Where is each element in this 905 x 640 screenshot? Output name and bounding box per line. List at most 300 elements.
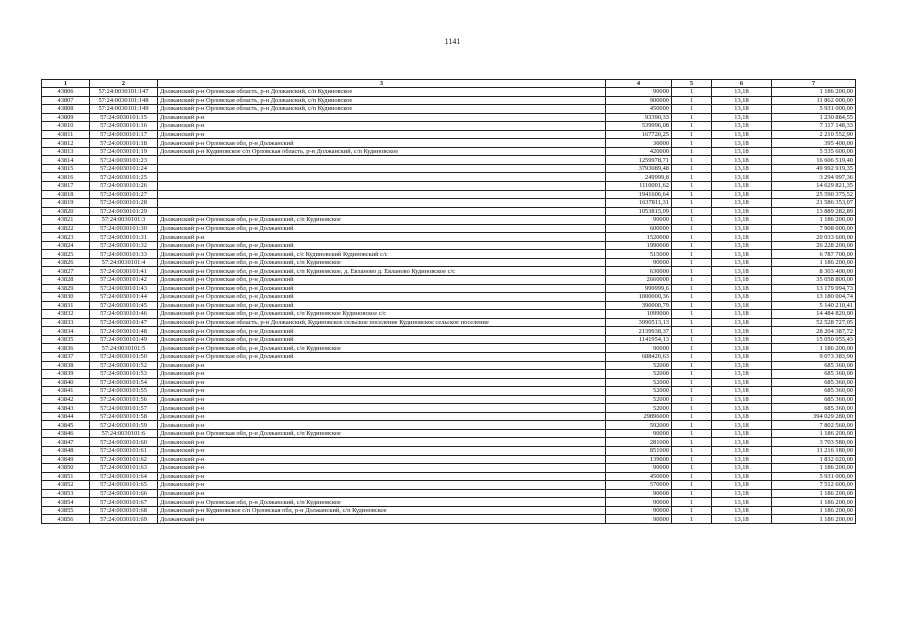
address-cell: Должанский р-н Орловская обл, р-н Должанский (158, 139, 606, 148)
table-row (42, 139, 856, 148)
address-cell: Должанский р-н Орловская обл, р-н Должанский (158, 327, 606, 336)
address-cell: Должанский р-н Орловская область, р-н Должанский, с/п Кудиновское (158, 96, 606, 105)
cadastral-number-cell: 57:24:0030101:47 (90, 318, 158, 327)
row-number-cell: 43846 (42, 429, 90, 438)
cadastral-number-cell: 57:24:0030101:24 (90, 164, 158, 173)
row-number-cell: 43837 (42, 352, 90, 361)
table-row (42, 506, 856, 515)
cadastral-number-cell: 57:24:0030101:3 (90, 216, 158, 225)
area-cell: 90000 (606, 489, 672, 498)
coefficient-cell: 1 (672, 267, 712, 276)
rate-cell: 13,18 (712, 293, 772, 302)
table-row (42, 182, 856, 191)
address-cell: Должанский р-н (158, 130, 606, 139)
coefficient-cell: 1 (672, 233, 712, 242)
table-row (42, 113, 856, 122)
rate-cell: 13,18 (712, 301, 772, 310)
area-cell: 281000 (606, 438, 672, 447)
value-cell: 7 802 560,00 (772, 421, 856, 430)
address-cell: Должанский р-н (158, 481, 606, 490)
table-row (42, 105, 856, 114)
row-number-cell: 43811 (42, 130, 90, 139)
address-cell: Должанский р-н Орловская обл, р-н Должанский, с/п Кудиновское (158, 216, 606, 225)
address-cell: Должанский р-н (158, 395, 606, 404)
address-cell: Должанский р-н Орловская обл, р-н Должанский, с/п Кудиновское, д. Евланово д. Евланово Кудиновское с/с (158, 267, 606, 276)
row-number-cell: 43813 (42, 147, 90, 156)
cadastral-number-cell: 57:24:0030101:42 (90, 276, 158, 285)
cadastral-number-cell: 57:24:0030101:23 (90, 156, 158, 165)
rate-cell: 13,18 (712, 481, 772, 490)
address-cell: Должанский р-н Орловская обл, р-н Должанский (158, 241, 606, 250)
coefficient-cell: 1 (672, 318, 712, 327)
cadastral-number-cell: 57:24:0030101:33 (90, 250, 158, 259)
row-number-cell: 43831 (42, 301, 90, 310)
rate-cell: 13,18 (712, 267, 772, 276)
rate-cell: 13,18 (712, 344, 772, 353)
address-cell: Должанский р-н (158, 515, 606, 524)
table-row (42, 258, 856, 267)
area-cell: 30000 (606, 139, 672, 148)
address-cell (158, 207, 606, 216)
area-cell: 1259978,71 (606, 156, 672, 165)
area-cell: 90000 (606, 498, 672, 507)
cadastral-number-cell: 57:24:0030101:48 (90, 327, 158, 336)
coefficient-cell: 1 (672, 156, 712, 165)
address-cell: Должанский р-н Орловская обл, р-н Должанский (158, 335, 606, 344)
address-cell: Должанский р-н (158, 421, 606, 430)
cadastral-number-cell: 57:24:0030101:59 (90, 421, 158, 430)
rate-cell: 13,18 (712, 156, 772, 165)
value-cell: 13 180 004,74 (772, 293, 856, 302)
area-cell: 1110001,62 (606, 182, 672, 191)
cadastral-number-cell: 57:24:0030101:44 (90, 293, 158, 302)
address-cell: Должанский р-н Кудиновское с/п Орловская область, р-н Должанский, с/п Кудиновское (158, 147, 606, 156)
cadastral-number-cell: 57:24:0030101:31 (90, 233, 158, 242)
cadastral-number-cell: 57:24:0030101:29 (90, 207, 158, 216)
address-cell: Должанский р-н Орловская обл, р-н Должанский, с/п Кудиновское (158, 498, 606, 507)
area-cell: 3990513,13 (606, 318, 672, 327)
cadastral-number-cell: 57:24:0030101:149 (90, 105, 158, 114)
coefficient-cell: 1 (672, 250, 712, 259)
coefficient-cell: 1 (672, 105, 712, 114)
address-cell: Должанский р-н Орловская область, р-н Должанский, с/п Кудиновское (158, 105, 606, 114)
value-cell: 7 117 148,33 (772, 122, 856, 131)
cadastral-number-cell: 57:24:0030101:6 (90, 429, 158, 438)
coefficient-cell: 1 (672, 164, 712, 173)
column-header-2: 2 (90, 80, 158, 88)
area-cell: 90000 (606, 464, 672, 473)
coefficient-cell: 1 (672, 412, 712, 421)
row-number-cell: 43812 (42, 139, 90, 148)
address-cell: Должанский р-н Кудиновское с/п Орловская обл, р-н Должанский, с/п Кудиновское (158, 506, 606, 515)
table-row (42, 429, 856, 438)
value-cell: 1 186 200,00 (772, 258, 856, 267)
value-cell: 2 210 552,90 (772, 130, 856, 139)
rate-cell: 13,18 (712, 164, 772, 173)
rate-cell: 13,18 (712, 216, 772, 225)
area-cell: 90000 (606, 258, 672, 267)
row-number-cell: 43839 (42, 370, 90, 379)
table-row (42, 173, 856, 182)
rate-cell: 13,18 (712, 96, 772, 105)
value-cell: 6 787 700,00 (772, 250, 856, 259)
value-cell: 685 360,00 (772, 387, 856, 396)
row-number-cell: 43822 (42, 224, 90, 233)
area-cell: 93390,33 (606, 113, 672, 122)
row-number-cell: 43807 (42, 96, 90, 105)
area-cell: 1053815,09 (606, 207, 672, 216)
area-cell: 139000 (606, 455, 672, 464)
address-cell: Должанский р-н Орловская обл, р-н Должанский, с/п Кудиновское (158, 344, 606, 353)
row-number-cell: 43829 (42, 284, 90, 293)
address-cell (158, 173, 606, 182)
coefficient-cell: 1 (672, 489, 712, 498)
area-cell: 90000 (606, 515, 672, 524)
rate-cell: 13,18 (712, 421, 772, 430)
table-row (42, 344, 856, 353)
address-cell: Должанский р-н (158, 233, 606, 242)
value-cell: 395 400,00 (772, 139, 856, 148)
table-row (42, 421, 856, 430)
cadastral-number-cell: 57:24:0030101:32 (90, 241, 158, 250)
row-number-cell: 43835 (42, 335, 90, 344)
rate-cell: 13,18 (712, 233, 772, 242)
column-header-7: 7 (772, 80, 856, 88)
column-header-1: 1 (42, 80, 90, 88)
area-cell: 52000 (606, 395, 672, 404)
coefficient-cell: 1 (672, 378, 712, 387)
value-cell: 9 073 383,90 (772, 352, 856, 361)
coefficient-cell: 1 (672, 370, 712, 379)
coefficient-cell: 1 (672, 446, 712, 455)
cadastral-number-cell: 57:24:0030101:57 (90, 404, 158, 413)
row-number-cell: 43847 (42, 438, 90, 447)
row-number-cell: 43854 (42, 498, 90, 507)
table-row (42, 455, 856, 464)
rate-cell: 13,18 (712, 241, 772, 250)
coefficient-cell: 1 (672, 506, 712, 515)
value-cell: 20 033 600,00 (772, 233, 856, 242)
value-cell: 49 992 919,35 (772, 164, 856, 173)
table-row (42, 464, 856, 473)
address-cell: Должанский р-н (158, 455, 606, 464)
coefficient-cell: 1 (672, 438, 712, 447)
area-cell: 90000 (606, 429, 672, 438)
coefficient-cell: 1 (672, 421, 712, 430)
rate-cell: 13,18 (712, 446, 772, 455)
table-row (42, 412, 856, 421)
cadastral-number-cell: 57:24:0030101:68 (90, 506, 158, 515)
coefficient-cell: 1 (672, 216, 712, 225)
cadastral-number-cell: 57:24:0030101:49 (90, 335, 158, 344)
value-cell: 394 029 280,00 (772, 412, 856, 421)
row-number-cell: 43818 (42, 190, 90, 199)
coefficient-cell: 1 (672, 199, 712, 208)
cadastral-number-cell: 57:24:0030101:41 (90, 267, 158, 276)
coefficient-cell: 1 (672, 122, 712, 131)
address-cell: Должанский р-н (158, 472, 606, 481)
value-cell: 1 186 200,00 (772, 88, 856, 97)
table-row (42, 250, 856, 259)
table-row (42, 515, 856, 524)
rate-cell: 13,18 (712, 207, 772, 216)
table-row (42, 267, 856, 276)
cadastral-number-cell: 57:24:0030101:63 (90, 464, 158, 473)
cadastral-number-cell: 57:24:0030101:50 (90, 352, 158, 361)
rate-cell: 13,18 (712, 318, 772, 327)
table-row (42, 190, 856, 199)
coefficient-cell: 1 (672, 241, 712, 250)
rate-cell: 13,18 (712, 455, 772, 464)
cadastral-number-cell: 57:24:0030101:54 (90, 378, 158, 387)
address-cell: Должанский р-н Орловская обл, р-н Должанский (158, 293, 606, 302)
area-cell: 2139938,37 (606, 327, 672, 336)
address-cell: Должанский р-н Орловская обл, р-н Должанский, с/п Кудиновское (158, 429, 606, 438)
area-cell: 90000 (606, 344, 672, 353)
cadastral-number-cell: 57:24:0030101:43 (90, 284, 158, 293)
coefficient-cell: 1 (672, 88, 712, 97)
rate-cell: 13,18 (712, 130, 772, 139)
area-cell: 90000 (606, 216, 672, 225)
row-number-cell: 43836 (42, 344, 90, 353)
value-cell: 1 832 020,00 (772, 455, 856, 464)
row-number-cell: 43838 (42, 361, 90, 370)
value-cell: 685 360,00 (772, 395, 856, 404)
rate-cell: 13,18 (712, 258, 772, 267)
coefficient-cell: 1 (672, 352, 712, 361)
coefficient-cell: 1 (672, 464, 712, 473)
area-cell: 52000 (606, 378, 672, 387)
rate-cell: 13,18 (712, 284, 772, 293)
row-number-cell: 43833 (42, 318, 90, 327)
value-cell: 1 230 884,55 (772, 113, 856, 122)
rate-cell: 13,18 (712, 122, 772, 131)
table-row (42, 130, 856, 139)
rate-cell: 13,18 (712, 88, 772, 97)
cadastral-number-cell: 57:24:0030101:18 (90, 139, 158, 148)
row-number-cell: 43843 (42, 404, 90, 413)
table-row (42, 404, 856, 413)
coefficient-cell: 1 (672, 481, 712, 490)
rate-cell: 13,18 (712, 276, 772, 285)
row-number-cell: 43820 (42, 207, 90, 216)
area-cell: 999999,6 (606, 284, 672, 293)
address-cell (158, 182, 606, 191)
address-cell: Должанский р-н (158, 412, 606, 421)
value-cell: 25 590 375,52 (772, 190, 856, 199)
rate-cell: 13,18 (712, 489, 772, 498)
rate-cell: 13,18 (712, 182, 772, 191)
cadastral-number-cell: 57:24:0030101:61 (90, 446, 158, 455)
cadastral-number-cell: 57:24:0030101:52 (90, 361, 158, 370)
cadastral-number-cell: 57:24:0030101:53 (90, 370, 158, 379)
row-number-cell: 43824 (42, 241, 90, 250)
address-cell (158, 156, 606, 165)
area-cell: 1520000 (606, 233, 672, 242)
address-cell: Должанский р-н Орловская область, р-н Должанский, с/п Кудиновское (158, 88, 606, 97)
area-cell: 167720,25 (606, 130, 672, 139)
coefficient-cell: 1 (672, 284, 712, 293)
area-cell: 570000 (606, 481, 672, 490)
table-row (42, 395, 856, 404)
cadastral-number-cell: 57:24:0030101:26 (90, 182, 158, 191)
coefficient-cell: 1 (672, 139, 712, 148)
value-cell: 1 186 200,00 (772, 464, 856, 473)
cadastral-number-cell: 57:24:0030101:30 (90, 224, 158, 233)
rate-cell: 13,18 (712, 378, 772, 387)
rate-cell: 13,18 (712, 147, 772, 156)
address-cell: Должанский р-н (158, 489, 606, 498)
row-number-cell: 43842 (42, 395, 90, 404)
address-cell: Должанский р-н (158, 404, 606, 413)
page-number: 1141 (444, 37, 461, 46)
value-cell: 5 931 000,00 (772, 472, 856, 481)
table-row (42, 310, 856, 319)
address-cell: Должанский р-н Орловская обл, р-н Должанский (158, 276, 606, 285)
table-row (42, 370, 856, 379)
coefficient-cell: 1 (672, 258, 712, 267)
area-cell: 688420,63 (606, 352, 672, 361)
area-cell: 450000 (606, 105, 672, 114)
value-cell: 3 294 997,36 (772, 173, 856, 182)
area-cell: 539996,08 (606, 122, 672, 131)
value-cell: 1 186 200,00 (772, 489, 856, 498)
area-cell: 90000 (606, 88, 672, 97)
rate-cell: 13,18 (712, 199, 772, 208)
value-cell: 685 360,00 (772, 370, 856, 379)
rate-cell: 13,18 (712, 190, 772, 199)
row-number-cell: 43855 (42, 506, 90, 515)
column-header-4: 4 (606, 80, 672, 88)
area-cell: 52000 (606, 361, 672, 370)
table-row (42, 122, 856, 131)
cadastral-number-cell: 57:24:0030101:17 (90, 130, 158, 139)
area-cell: 52000 (606, 387, 672, 396)
table-row (42, 88, 856, 97)
table-row (42, 327, 856, 336)
coefficient-cell: 1 (672, 147, 712, 156)
row-number-cell: 43825 (42, 250, 90, 259)
address-cell: Должанский р-н Орловская область, р-н Должанский, Кудиновское сельское поселение Кудиновское сельское поселение (158, 318, 606, 327)
row-number-cell: 43810 (42, 122, 90, 131)
value-cell: 35 058 800,00 (772, 276, 856, 285)
row-number-cell: 43815 (42, 164, 90, 173)
row-number-cell: 43816 (42, 173, 90, 182)
rate-cell: 13,18 (712, 464, 772, 473)
cadastral-number-cell: 57:24:0030101:55 (90, 387, 158, 396)
value-cell: 1 186 200,00 (772, 506, 856, 515)
area-cell: 900000 (606, 96, 672, 105)
rate-cell: 13,18 (712, 250, 772, 259)
coefficient-cell: 1 (672, 344, 712, 353)
coefficient-cell: 1 (672, 361, 712, 370)
rate-cell: 13,18 (712, 139, 772, 148)
rate-cell: 13,18 (712, 352, 772, 361)
value-cell: 1 186 200,00 (772, 216, 856, 225)
rate-cell: 13,18 (712, 173, 772, 182)
area-cell: 249999,8 (606, 173, 672, 182)
table-row (42, 489, 856, 498)
coefficient-cell: 1 (672, 310, 712, 319)
area-cell: 630000 (606, 267, 672, 276)
cadastral-number-cell: 57:24:0030101:65 (90, 481, 158, 490)
column-header-5: 5 (672, 80, 712, 88)
row-number-cell: 43844 (42, 412, 90, 421)
rate-cell: 13,18 (712, 113, 772, 122)
table-row (42, 301, 856, 310)
cadastral-number-cell: 57:24:0030101:66 (90, 489, 158, 498)
table-row (42, 216, 856, 225)
address-cell: Должанский р-н Орловская обл, р-н Должанский (158, 301, 606, 310)
rate-cell: 13,18 (712, 498, 772, 507)
value-cell: 26 228 200,00 (772, 241, 856, 250)
table-row (42, 284, 856, 293)
area-cell: 1099000 (606, 310, 672, 319)
cadastral-number-cell: 57:24:0030101:46 (90, 310, 158, 319)
area-cell: 390000,79 (606, 301, 672, 310)
address-cell (158, 190, 606, 199)
address-cell: Должанский р-н (158, 387, 606, 396)
rate-cell: 13,18 (712, 472, 772, 481)
value-cell: 14 629 821,35 (772, 182, 856, 191)
table-row (42, 498, 856, 507)
row-number-cell: 43851 (42, 472, 90, 481)
area-cell: 420000 (606, 147, 672, 156)
row-number-cell: 43845 (42, 421, 90, 430)
area-cell: 515000 (606, 250, 672, 259)
row-number-cell: 43828 (42, 276, 90, 285)
value-cell: 685 360,00 (772, 404, 856, 413)
coefficient-cell: 1 (672, 404, 712, 413)
table-row (42, 241, 856, 250)
area-cell: 851000 (606, 446, 672, 455)
table-body (42, 88, 856, 524)
row-number-cell: 43819 (42, 199, 90, 208)
area-cell: 1941606,64 (606, 190, 672, 199)
cadastral-number-cell: 57:24:0030101:62 (90, 455, 158, 464)
coefficient-cell: 1 (672, 207, 712, 216)
value-cell: 13 179 994,73 (772, 284, 856, 293)
area-cell: 450000 (606, 472, 672, 481)
row-number-cell: 43826 (42, 258, 90, 267)
cadastral-number-cell: 57:24:0030101:15 (90, 113, 158, 122)
row-number-cell: 43827 (42, 267, 90, 276)
table-row (42, 147, 856, 156)
value-cell: 7 908 000,00 (772, 224, 856, 233)
value-cell: 52 528 727,05 (772, 318, 856, 327)
value-cell: 685 360,00 (772, 361, 856, 370)
table-row (42, 207, 856, 216)
area-cell: 29896000 (606, 412, 672, 421)
table-row (42, 318, 856, 327)
area-cell: 90000 (606, 506, 672, 515)
coefficient-cell: 1 (672, 335, 712, 344)
cadastral-number-cell: 57:24:0030101:25 (90, 173, 158, 182)
cadastral-number-cell: 57:24:0030101:69 (90, 515, 158, 524)
row-number-cell: 43850 (42, 464, 90, 473)
table-row (42, 446, 856, 455)
coefficient-cell: 1 (672, 429, 712, 438)
address-cell: Должанский р-н (158, 361, 606, 370)
address-cell: Должанский р-н Орловская обл, р-н Должанский (158, 284, 606, 293)
area-cell: 600000 (606, 224, 672, 233)
row-number-cell: 43834 (42, 327, 90, 336)
coefficient-cell: 1 (672, 182, 712, 191)
value-cell: 3 703 580,00 (772, 438, 856, 447)
rate-cell: 13,18 (712, 105, 772, 114)
value-cell: 1 186 200,00 (772, 515, 856, 524)
value-cell: 28 204 387,72 (772, 327, 856, 336)
